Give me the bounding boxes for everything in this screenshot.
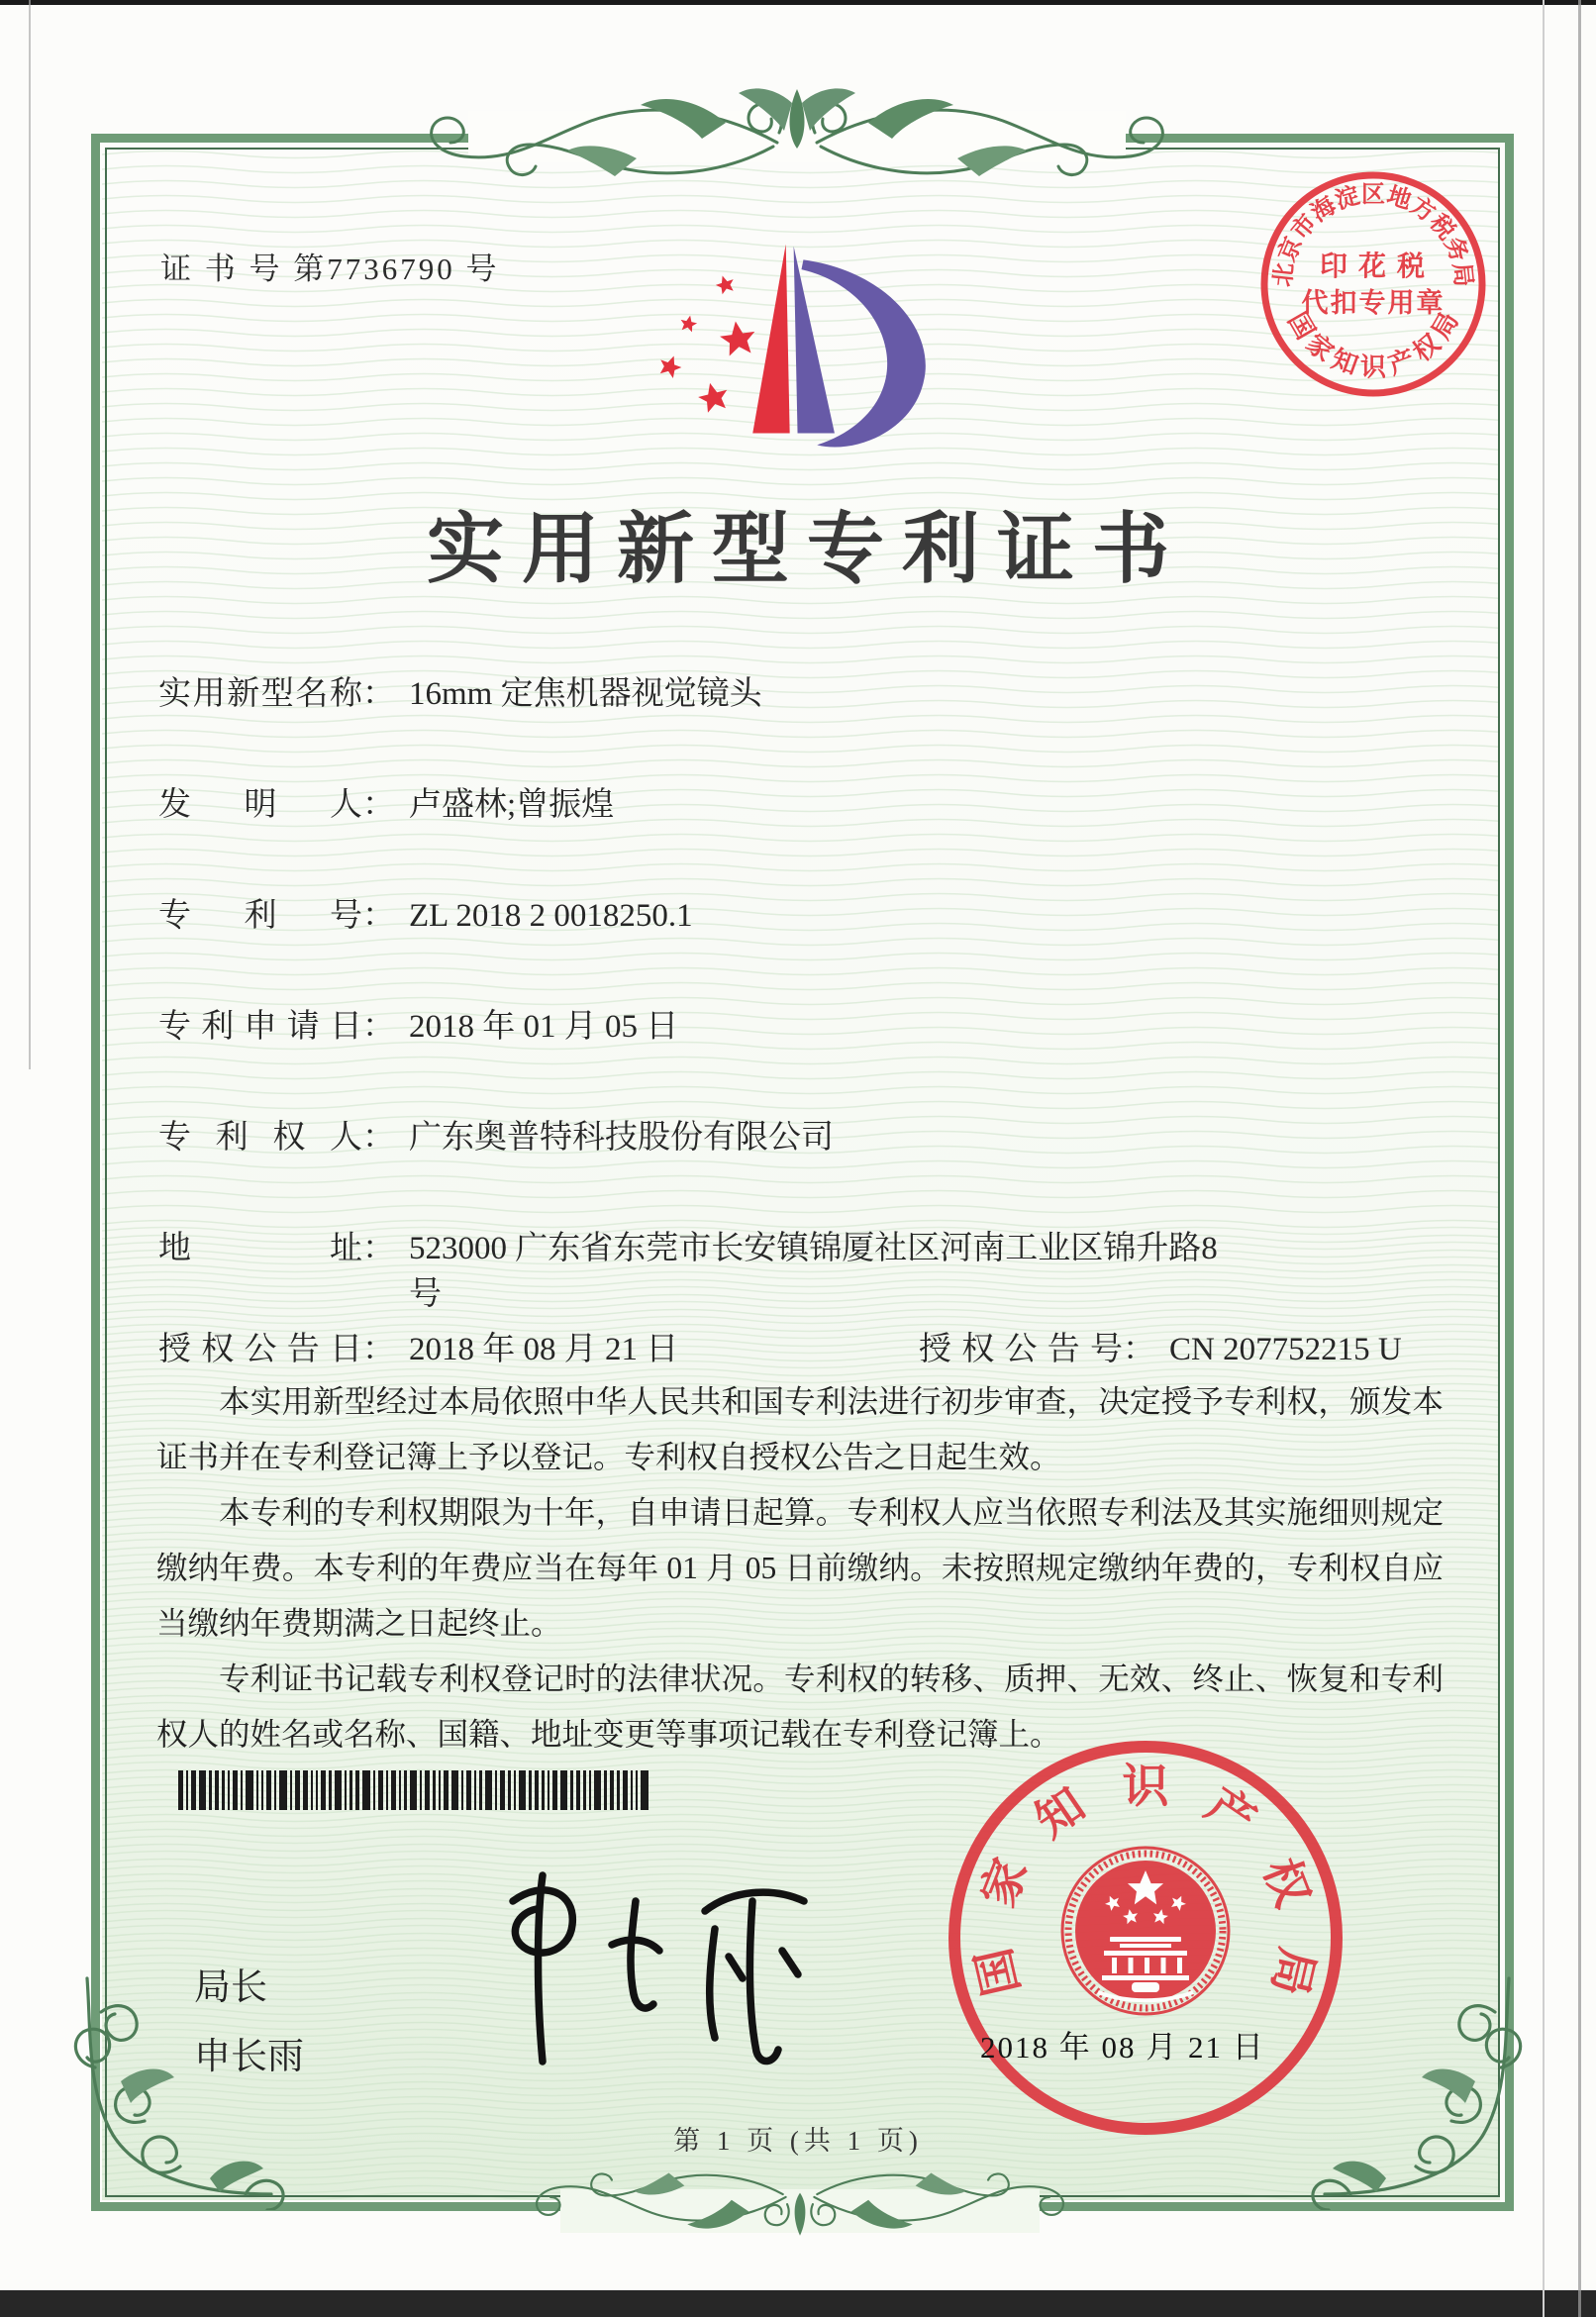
signer-title: 局长 <box>194 1966 267 2007</box>
field-grant-row: 授权公告日： 2018 年 08 月 21 日 授权公告号： CN 207752215 U <box>158 1327 1446 1372</box>
svg-text:知: 知 <box>1027 1778 1095 1849</box>
svg-text:识: 识 <box>1122 1762 1169 1813</box>
scan-line-right-2 <box>1578 0 1581 2317</box>
svg-text:识: 识 <box>1359 353 1387 382</box>
svg-text:方: 方 <box>1405 192 1440 228</box>
tax-stamp-line2: 代扣专用章 <box>1301 288 1446 318</box>
tax-stamp-line1: 印 花 税 <box>1319 252 1428 282</box>
svg-text:国: 国 <box>1282 307 1321 345</box>
scan-edge-bottom <box>0 2290 1596 2317</box>
svg-text:区: 区 <box>1361 182 1385 208</box>
certificate-number: 证 书 号 第7736790 号 <box>160 252 500 286</box>
field-patent-number: 专利号： ZL 2018 2 0018250.1 <box>158 893 1446 939</box>
svg-text:家: 家 <box>1300 328 1340 367</box>
scan-line-right-1 <box>1543 0 1545 2317</box>
field-label: 专利号 <box>158 898 362 934</box>
legal-paragraph-1: 本实用新型经过本局依照中华人民共和国专利法进行初步审查，决定授予专利权，颁发本证书并在专利登记簿上予以登记。专利权自授权公告之日起生效。 <box>156 1384 1444 1475</box>
field-label: 实用新型名称 <box>158 676 362 712</box>
svg-text:国: 国 <box>968 1943 1030 2000</box>
legal-paragraph-2: 本专利的专利权期限为十年，自申请日起算。专利权人应当依照专利法及其实施细则规定缴纳年费。本专利的年费应当在每年 01 月 05 日前缴纳。未按照规定缴纳年费的，专利权自应当缴纳年费期满之日起终止。 <box>156 1495 1444 1642</box>
svg-text:海: 海 <box>1307 192 1342 228</box>
logo-stars <box>656 273 757 414</box>
cnipa-logo <box>644 230 955 455</box>
signer-name: 申长雨 <box>194 2036 304 2076</box>
field-value: 16mm 定焦机器视觉镜头 <box>409 676 762 712</box>
svg-text:京: 京 <box>1274 234 1308 266</box>
svg-text:家: 家 <box>972 1852 1039 1915</box>
field-value: 2018 年 08 月 21 日 <box>409 1332 679 1367</box>
certificate-title: 实用新型专利证书 <box>426 506 1187 592</box>
seal-date: 2018 年 08 月 21 日 <box>980 2030 1265 2065</box>
field-filing-date: 专利申请日： 2018 年 01 月 05 日 <box>158 1004 1446 1050</box>
field-value: 广东奥普特科技股份有限公司 <box>409 1120 834 1156</box>
field-inventor: 发明人： 卢盛林;曾振煌 <box>158 782 1446 828</box>
svg-text:产: 产 <box>1384 344 1419 381</box>
svg-text:市: 市 <box>1286 210 1323 246</box>
svg-text:局: 局 <box>1261 1943 1323 2000</box>
svg-text:权: 权 <box>1407 328 1446 367</box>
svg-text:产: 产 <box>1196 1778 1264 1849</box>
signature-handwriting <box>426 1850 861 2097</box>
svg-text:权: 权 <box>1252 1852 1319 1915</box>
svg-text:局: 局 <box>1447 261 1476 288</box>
field-label: 发明人 <box>158 787 362 823</box>
svg-text:淀: 淀 <box>1332 182 1363 215</box>
national-emblem <box>1062 1848 1229 2014</box>
svg-text:北: 北 <box>1270 261 1299 288</box>
certificate-fields <box>158 671 1446 1438</box>
field-patentee: 专利权人： 广东奥普特科技股份有限公司 <box>158 1115 1446 1160</box>
svg-text:局: 局 <box>1426 307 1464 345</box>
field-value: 2018 年 01 月 05 日 <box>409 1009 679 1045</box>
page-footer: 第 1 页 (共 1 页) <box>673 2126 923 2156</box>
field-label: 授权公告日 <box>158 1332 362 1367</box>
field-label: 专利权人 <box>158 1120 362 1156</box>
barcode <box>178 1770 655 1810</box>
svg-text:税: 税 <box>1424 210 1460 246</box>
scan-line-left <box>29 0 31 1069</box>
cnipa-seal <box>943 1735 1348 2141</box>
logo-red-spire <box>752 245 789 434</box>
legal-paragraph-3: 专利证书记载专利权登记时的法律状况。专利权的转移、质押、无效、终止、恢复和专利权人的姓名或名称、国籍、地址变更等事项记载在专利登记簿上。 <box>156 1662 1444 1753</box>
field-label: 地址 <box>158 1231 362 1266</box>
field-label: 专利申请日 <box>158 1009 362 1045</box>
field-value: ZL 2018 2 0018250.1 <box>409 898 693 934</box>
svg-text:知: 知 <box>1328 344 1362 381</box>
field-grant-number: 授权公告号： CN 207752215 U <box>919 1327 1402 1372</box>
scan-edge-top <box>0 0 1596 5</box>
field-address: 地址： 523000 广东省东莞市长安镇锦厦社区河南工业区锦升路8 号 <box>158 1226 1446 1317</box>
svg-text:务: 务 <box>1439 234 1472 266</box>
field-value: 卢盛林;曾振煌 <box>409 787 615 823</box>
svg-text:地: 地 <box>1383 182 1415 215</box>
legal-text <box>156 1374 1444 1763</box>
field-utility-model-name: 实用新型名称： 16mm 定焦机器视觉镜头 <box>158 671 1446 717</box>
field-value: 523000 广东省东莞市长安镇锦厦社区河南工业区锦升路8 号 <box>409 1231 1218 1312</box>
field-value: CN 207752215 U <box>1169 1332 1402 1367</box>
field-label: 授权公告号 <box>919 1332 1123 1367</box>
tax-stamp <box>1240 151 1507 418</box>
signer-block <box>194 1953 304 2091</box>
